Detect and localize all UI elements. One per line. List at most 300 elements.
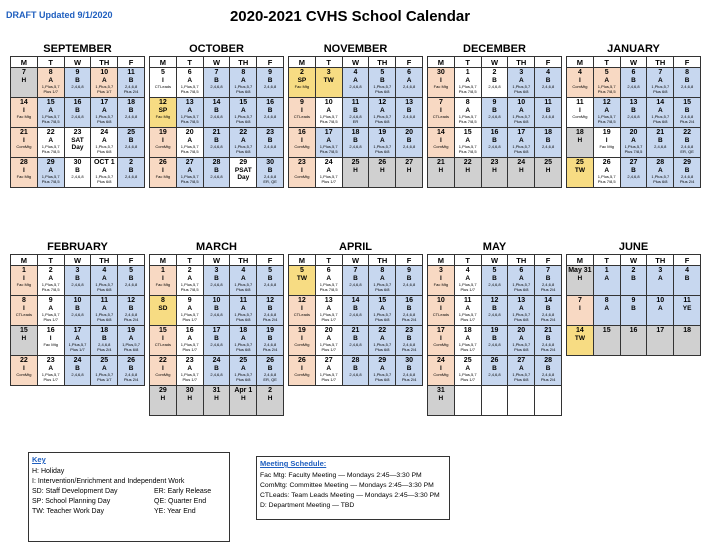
period-list: 1,Plus,5,7 <box>41 312 60 317</box>
day-code: I <box>300 137 303 144</box>
weekday-header: TH <box>230 57 257 68</box>
period-list: 1,Plus,5,7 <box>95 114 114 119</box>
day-code: B <box>267 167 273 174</box>
day-note: Fac Mtg <box>43 342 58 347</box>
day-number: 12 <box>378 99 387 106</box>
day-code: I <box>22 137 25 144</box>
day-number: 23 <box>298 159 306 166</box>
day-number: 11 <box>463 297 472 304</box>
period-list: 2,4,6,8 <box>98 342 111 347</box>
weekday-header: T <box>176 255 203 266</box>
week-row <box>150 98 284 128</box>
period-list: 2,4,6,8 <box>210 114 223 119</box>
day-code: I <box>605 137 608 144</box>
period-list: 2,4,6,8 <box>402 144 416 149</box>
day-number: 15 <box>378 297 387 304</box>
week-row <box>428 386 562 416</box>
day-cell <box>257 386 284 416</box>
day-cell <box>118 296 145 326</box>
day-code: A <box>326 167 332 174</box>
day-code: B <box>657 137 663 144</box>
day-note: CTLeads <box>154 84 172 89</box>
day-code: B <box>406 335 412 342</box>
day-number: 10 <box>212 297 221 304</box>
weekday-header: T <box>315 255 342 266</box>
day-number: 4 <box>241 267 246 274</box>
day-code: A <box>101 107 107 114</box>
day-number: 8 <box>160 297 165 304</box>
week-row <box>150 266 284 296</box>
period-list: 2,4,6,8 <box>402 282 416 287</box>
day-number: 4 <box>465 267 470 274</box>
day-number: 14 <box>656 99 665 106</box>
day-code: A <box>604 77 610 84</box>
week-row <box>567 98 701 128</box>
day-code: H <box>492 167 497 174</box>
day-code: A <box>75 335 80 342</box>
day-number: 5 <box>160 69 165 76</box>
day-cell <box>91 296 118 326</box>
day-cell <box>176 128 203 158</box>
day-code: A <box>48 305 54 312</box>
day-code: A <box>604 107 610 114</box>
day-cell <box>674 128 701 158</box>
day-cell <box>567 266 594 296</box>
weekday-header: F <box>257 255 284 266</box>
day-cell <box>203 386 230 416</box>
day-number: 23 <box>46 357 55 364</box>
day-code: B <box>631 167 636 174</box>
day-cell <box>203 128 230 158</box>
day-code: A <box>326 335 332 342</box>
day-number: 23 <box>490 159 499 166</box>
day-code: I <box>439 335 442 342</box>
day-cell <box>11 98 38 128</box>
day-cell <box>118 356 145 386</box>
day-code: H <box>406 167 412 174</box>
period-list: 1,Plus,5,7 <box>234 114 253 119</box>
meeting-item: D: Department Meeting — TBD <box>260 502 355 509</box>
day-code: SAT Day <box>71 137 84 151</box>
month-march <box>149 240 284 416</box>
day-code: A <box>187 275 193 282</box>
day-code: A <box>518 335 524 342</box>
weekday-header: M <box>428 255 455 266</box>
day-note: Plus 1/7 <box>43 377 58 382</box>
day-cell <box>508 356 535 386</box>
day-cell <box>91 98 118 128</box>
weekday-header: T <box>37 57 64 68</box>
day-code: H <box>21 335 27 342</box>
day-note: Plus 6/8 <box>236 317 251 322</box>
weekday-header: F <box>535 255 562 266</box>
day-number: 11 <box>239 297 247 304</box>
period-list: 2,4,6,8 <box>488 342 501 347</box>
period-list: 1,Plus,5,7 <box>234 312 253 317</box>
day-code: B <box>492 137 497 144</box>
week-row <box>428 128 562 158</box>
day-cell <box>118 266 145 296</box>
weekday-header: TH <box>91 57 118 68</box>
day-code: B <box>128 275 134 282</box>
period-list: 1,Plus,5,7 <box>458 114 477 119</box>
period-list: 1,Plus,5,7 <box>319 144 338 149</box>
day-cell <box>369 326 396 356</box>
day-note: Plus 6/8 <box>514 287 529 292</box>
day-number: 7 <box>658 69 663 76</box>
period-list: 2,4,6,8 <box>124 312 138 317</box>
weekday-header: M <box>11 255 38 266</box>
week-row <box>289 326 423 356</box>
day-note: Plus 2/4 <box>540 347 556 352</box>
day-note: ComMtg <box>294 342 310 347</box>
day-code: A <box>465 107 471 114</box>
day-number: 11 <box>544 99 552 106</box>
day-cell <box>508 266 535 296</box>
day-cell <box>176 356 203 386</box>
day-cell <box>91 326 118 356</box>
day-number: 30 <box>266 159 274 166</box>
period-list: 1,Plus,5,7 <box>41 144 60 149</box>
weekday-header: T <box>454 255 481 266</box>
day-number: 5 <box>604 69 609 76</box>
period-list: 1,Plus,5,7 <box>180 174 199 179</box>
period-list: 1,Plus,5,7 <box>319 114 338 119</box>
day-cell <box>37 326 64 356</box>
day-cell <box>396 326 423 356</box>
day-cell <box>118 158 145 188</box>
day-number: 2 <box>631 267 636 274</box>
day-number: 6 <box>519 267 524 274</box>
weekday-header: T <box>454 57 481 68</box>
day-note: Fac Mtg <box>16 174 32 179</box>
day-number: 2 <box>268 387 273 394</box>
day-code: B <box>631 275 636 282</box>
month-table <box>149 254 284 416</box>
day-note: CTLeads <box>293 312 311 317</box>
day-number: 2 <box>187 267 192 274</box>
day-code: I <box>161 365 164 372</box>
period-list: 2,4,6,8 <box>402 312 416 317</box>
day-number: 12 <box>602 99 611 106</box>
day-note: CTLeads <box>432 114 450 119</box>
day-number: 26 <box>266 357 274 364</box>
day-note: ComMtg <box>294 144 310 149</box>
month-december <box>427 42 562 188</box>
month-table <box>10 254 145 386</box>
period-list: 2,4,6,8 <box>680 144 694 149</box>
day-cell <box>37 98 64 128</box>
day-number: 22 <box>46 129 55 136</box>
day-number: 22 <box>20 357 28 364</box>
month-table <box>10 56 145 188</box>
day-cell <box>567 128 594 158</box>
period-list: 1,Plus,5,7 <box>180 372 199 377</box>
day-code: I <box>439 275 442 282</box>
day-number: 26 <box>159 159 167 166</box>
day-code: B <box>214 167 219 174</box>
day-cell <box>64 326 91 356</box>
period-list: 2,4,6,8 <box>349 282 362 287</box>
day-code: A <box>187 107 193 114</box>
weekday-header: W <box>203 57 230 68</box>
day-number: 16 <box>298 129 306 136</box>
day-code: B <box>545 77 551 84</box>
week-row <box>150 296 284 326</box>
day-number: 9 <box>75 69 80 76</box>
day-number: 17 <box>100 99 109 106</box>
week-row <box>289 296 423 326</box>
week-row <box>567 326 701 356</box>
day-number: 28 <box>212 159 221 166</box>
day-number: 8 <box>465 99 470 106</box>
period-list: 2,4,6,8 <box>71 372 84 377</box>
day-cell <box>342 356 369 386</box>
day-cell <box>37 158 64 188</box>
key-title: Key <box>32 455 46 464</box>
day-number: 20 <box>629 129 638 136</box>
day-code: I <box>439 365 442 372</box>
day-cell <box>535 266 562 296</box>
day-number: 9 <box>631 297 636 304</box>
day-note: Plus 2/4 <box>401 317 417 322</box>
weekday-header: F <box>118 255 145 266</box>
day-note: Plus 2/4 <box>262 317 278 322</box>
weekday-header: W <box>620 57 647 68</box>
day-number: 1 <box>465 69 470 76</box>
day-cell <box>593 266 620 296</box>
day-cell <box>508 386 535 416</box>
day-cell <box>230 356 257 386</box>
day-number: 9 <box>48 297 53 304</box>
day-code: I <box>22 107 25 114</box>
day-cell <box>289 356 316 386</box>
day-code: A <box>101 167 107 174</box>
day-code: A <box>48 137 54 144</box>
day-code: B <box>267 275 273 282</box>
day-number: 17 <box>437 327 445 334</box>
day-code: I <box>22 275 25 282</box>
day-cell <box>176 98 203 128</box>
day-cell <box>203 356 230 386</box>
day-note: Plus 1/7 <box>182 377 197 382</box>
day-number: 14 <box>544 297 552 304</box>
period-list: 2,4,6,8 <box>680 174 694 179</box>
week-row <box>11 98 145 128</box>
day-number: 25 <box>127 129 135 136</box>
weekday-header: TH <box>647 57 674 68</box>
day-note: ComMtg <box>16 144 32 149</box>
day-number: 26 <box>602 159 611 166</box>
day-code: A <box>604 305 610 312</box>
meeting-item: Fac Mtg: Faculty Meeting — Mondays 2:45—3:30 PM <box>260 472 422 479</box>
weekday-header: TH <box>230 255 257 266</box>
month-name: SEPTEMBER <box>43 43 112 55</box>
day-note: Plus 7/8,5 <box>180 287 199 292</box>
period-list: 2,4,6,8 <box>627 84 640 89</box>
day-number: 26 <box>127 357 135 364</box>
day-cell <box>315 266 342 296</box>
meeting-item: CTLeads: Team Leads Meeting — Mondays 2:45—3:30 PM <box>260 492 440 499</box>
day-number: Apr 1 <box>234 387 253 394</box>
day-cell <box>396 158 423 188</box>
day-cell <box>37 68 64 98</box>
day-code: B <box>545 305 551 312</box>
period-list: 1,Plus,5,7 <box>319 342 338 347</box>
day-code: A <box>187 167 193 174</box>
day-code: I <box>439 77 442 84</box>
day-code: H <box>214 395 219 402</box>
key-item: SP: School Planning Day QE: Quarter End <box>32 498 207 505</box>
day-cell <box>150 128 177 158</box>
day-cell <box>230 266 257 296</box>
weekday-header: TH <box>508 57 535 68</box>
day-cell <box>203 158 230 188</box>
day-number: 5 <box>492 267 497 274</box>
day-cell <box>150 356 177 386</box>
day-code: A <box>518 305 524 312</box>
day-code: A <box>48 77 54 84</box>
day-note: Plus 7/8,5 <box>180 149 199 154</box>
day-cell <box>428 326 455 356</box>
day-number: 11 <box>127 69 135 76</box>
day-number: 12 <box>298 297 306 304</box>
day-cell <box>230 296 257 326</box>
day-code: B <box>214 275 219 282</box>
day-number: 9 <box>407 267 412 274</box>
day-cell <box>369 356 396 386</box>
month-table <box>427 254 562 416</box>
month-january <box>566 42 701 188</box>
day-cell <box>428 128 455 158</box>
day-number: 25 <box>576 159 584 166</box>
day-number: 24 <box>324 159 333 166</box>
day-number: 3 <box>519 69 524 76</box>
day-cell <box>315 158 342 188</box>
day-number: 3 <box>438 267 443 274</box>
key-item: SD: Staff Development Day ER: Early Release <box>32 488 212 495</box>
day-cell <box>454 386 481 416</box>
day-number: 21 <box>351 327 360 334</box>
week-row <box>289 158 423 188</box>
period-list: 2,4,6,8 <box>71 282 84 287</box>
day-number: 18 <box>239 327 248 334</box>
week-row <box>11 326 145 356</box>
weekday-header: M <box>150 255 177 266</box>
day-number: 11 <box>683 297 691 304</box>
day-number: 16 <box>405 297 413 304</box>
day-code: I <box>578 305 581 312</box>
day-code: A <box>465 365 471 372</box>
day-code: B <box>75 107 80 114</box>
week-row <box>567 68 701 98</box>
day-cell <box>567 296 594 326</box>
day-number: 29 <box>239 159 248 166</box>
day-note: Plus 1/7 <box>70 347 85 352</box>
day-cell <box>176 386 203 416</box>
day-cell <box>11 158 38 188</box>
week-row <box>428 98 562 128</box>
day-number: 22 <box>159 357 167 364</box>
period-list: 2,4,6,8 <box>124 174 138 179</box>
day-cell <box>396 296 423 326</box>
day-cell <box>508 68 535 98</box>
day-code: B <box>128 305 134 312</box>
day-note: Plus 7/8,5 <box>597 119 616 124</box>
week-row <box>567 128 701 158</box>
week-row <box>289 128 423 158</box>
day-cell <box>454 326 481 356</box>
day-note: ComMtg <box>16 372 32 377</box>
day-cell <box>620 128 647 158</box>
day-code: A <box>379 275 385 282</box>
day-note: Plus 2/4 <box>123 89 139 94</box>
day-cell <box>674 266 701 296</box>
weekday-header: F <box>535 57 562 68</box>
period-list: 1,Plus,5,7 <box>458 144 477 149</box>
day-cell <box>230 128 257 158</box>
day-number: 17 <box>324 129 333 136</box>
day-number: 26 <box>378 159 387 166</box>
period-list: 2,4,6,8 <box>71 84 84 89</box>
day-code: SP <box>158 107 168 114</box>
period-list: 2,4,6,8 <box>263 372 277 377</box>
day-code: B <box>684 137 690 144</box>
day-cell <box>593 158 620 188</box>
day-cell <box>230 98 257 128</box>
period-list: 1,Plus,5,7 <box>180 144 199 149</box>
day-number: 25 <box>351 159 360 166</box>
day-cell <box>315 296 342 326</box>
day-code: B <box>214 137 219 144</box>
day-number: 29 <box>159 387 167 394</box>
day-number: 16 <box>266 99 274 106</box>
day-note: Plus 1/7 <box>182 347 197 352</box>
day-number: 23 <box>266 129 274 136</box>
month-name: MARCH <box>196 241 237 253</box>
period-list: 2,4,6,8 <box>541 84 555 89</box>
day-code: B <box>684 77 690 84</box>
day-code: I <box>161 77 164 84</box>
day-number: 28 <box>544 357 552 364</box>
weekday-header: TH <box>91 255 118 266</box>
day-cell <box>230 386 257 416</box>
day-number: 22 <box>463 159 472 166</box>
day-cell <box>647 128 674 158</box>
period-list: 2,4,6,8 <box>488 372 501 377</box>
day-code: B <box>492 365 497 372</box>
month-name: APRIL <box>339 241 372 253</box>
day-cell <box>230 326 257 356</box>
day-code: A <box>240 77 246 84</box>
day-note: Plus 1/7 <box>182 317 197 322</box>
day-code: I <box>300 305 303 312</box>
period-list: 2,4,6,8 <box>263 342 277 347</box>
day-note: Plus 6/8 <box>375 287 390 292</box>
weekday-header: M <box>428 57 455 68</box>
day-cell <box>428 158 455 188</box>
day-code: A <box>465 305 471 312</box>
period-list: 2,4,6,8 <box>210 342 223 347</box>
day-cell <box>396 128 423 158</box>
day-note: Plus 6/8 <box>514 149 529 154</box>
period-list: 2,4,6,8 <box>263 144 277 149</box>
day-code: A <box>406 77 412 84</box>
day-cell <box>289 128 316 158</box>
day-cell <box>257 98 284 128</box>
day-code: A <box>326 137 332 144</box>
day-number: 8 <box>380 267 385 274</box>
